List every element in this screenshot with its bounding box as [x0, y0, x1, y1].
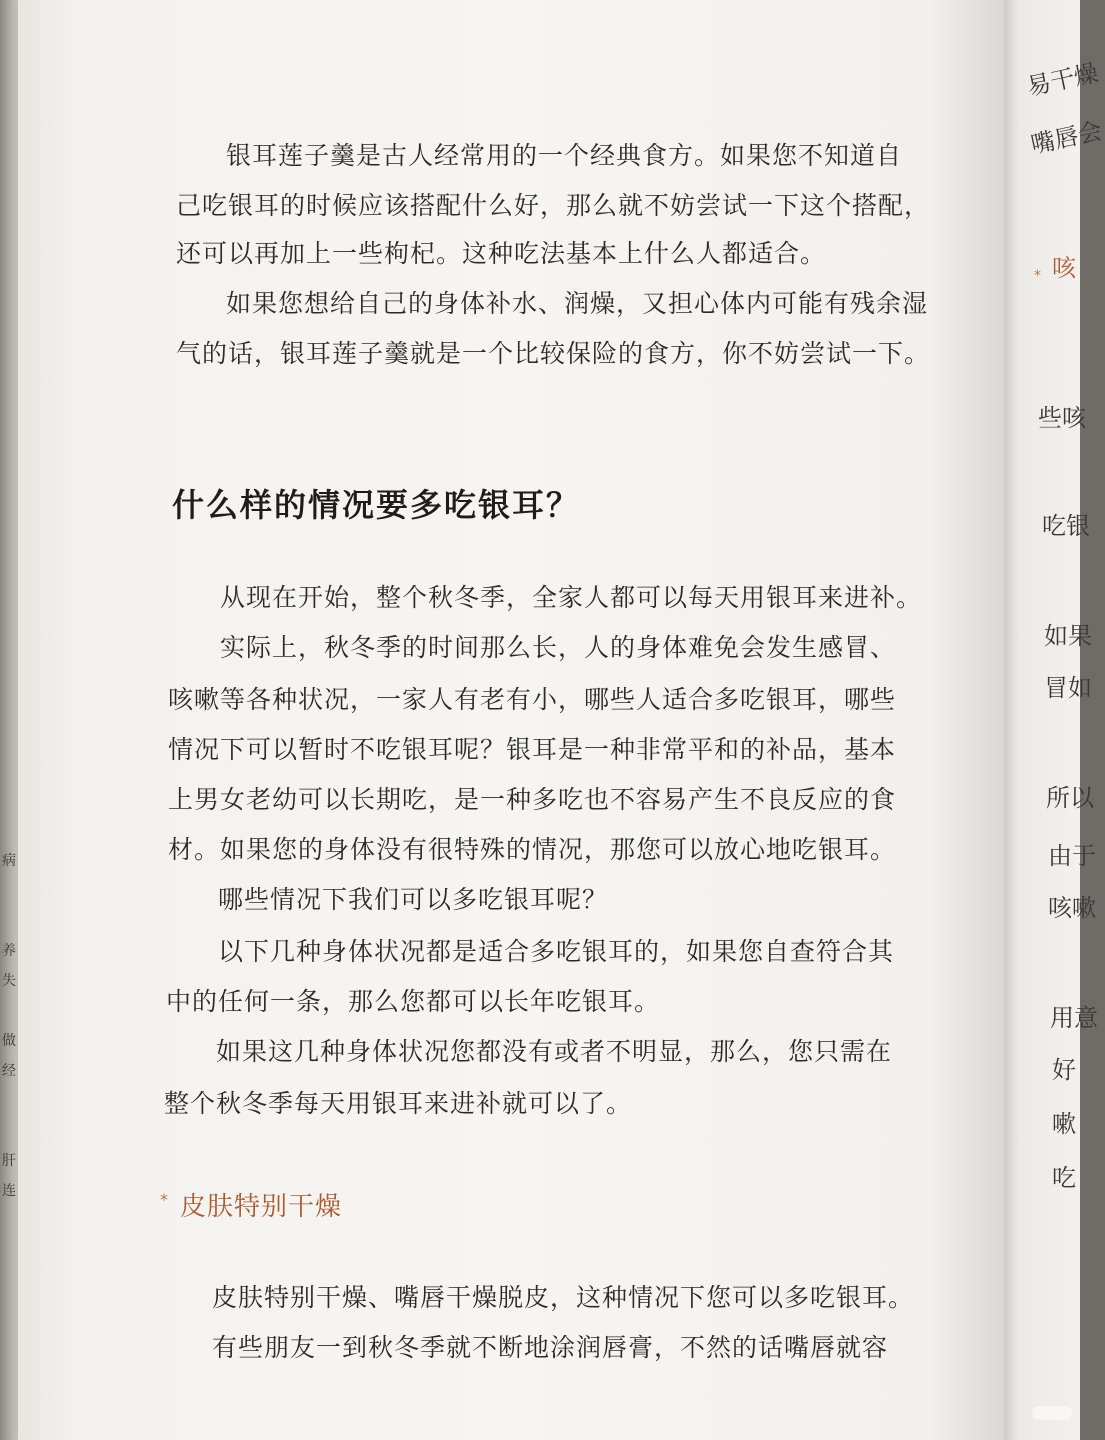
- next-page-fragment: 吃银: [1042, 512, 1090, 540]
- body-line: 情况下可以暂时不吃银耳呢？银耳是一种非常平和的补品，基本: [168, 735, 897, 764]
- body-line: 材。如果您的身体没有很特殊的情况，那您可以放心地吃银耳。: [168, 835, 897, 864]
- next-page-edge: [1004, 0, 1105, 1440]
- left-page-fragment: 做: [2, 1033, 16, 1049]
- next-page-fragment: 嘴唇会: [1028, 116, 1105, 160]
- watermark-badge: [1032, 1406, 1072, 1420]
- next-page-fragment: 咳嗽: [1048, 894, 1096, 922]
- next-page-fragment: 如果: [1044, 622, 1092, 650]
- body-line: 有些朋友一到秋冬季就不断地涂润唇膏，不然的话嘴唇就容: [212, 1333, 889, 1362]
- subheading-marker: *: [160, 1190, 168, 1209]
- body-line: 银耳莲子羹是古人经常用的一个经典食方。如果您不知道自: [226, 141, 903, 170]
- subheading-text: 皮肤特别干燥: [180, 1192, 343, 1222]
- left-page-fragment: 经: [2, 1063, 16, 1079]
- subheading: [160, 1186, 342, 1223]
- body-line: 哪些情况下我们可以多吃银耳呢？: [218, 885, 609, 914]
- next-page-fragment: 吃: [1052, 1164, 1076, 1192]
- body-line: 咳嗽等各种状况，一家人有老有小，哪些人适合多吃银耳，哪些: [168, 685, 897, 714]
- next-page-fragment: 些咳: [1038, 404, 1086, 432]
- next-page-fragment: 嗽: [1052, 1110, 1076, 1138]
- next-page-fragment: 咳: [1052, 254, 1076, 282]
- body-line: 从现在开始，整个秋冬季，全家人都可以每天用银耳来进补。: [220, 583, 923, 612]
- body-line: 气的话，银耳莲子羹就是一个比较保险的食方，你不妨尝试一下。: [176, 339, 931, 368]
- next-page-fragment: 用意: [1050, 1004, 1098, 1032]
- left-page-fragment: 养: [2, 943, 16, 959]
- next-page-fragment: 易干燥: [1024, 58, 1101, 102]
- body-line: 己吃银耳的时候应该搭配什么好，那么就不妨尝试一下这个搭配，: [176, 191, 931, 220]
- body-line: 皮肤特别干燥、嘴唇干燥脱皮，这种情况下您可以多吃银耳。: [212, 1283, 915, 1312]
- body-line: 实际上，秋冬季的时间那么长，人的身体难免会发生感冒、: [220, 633, 897, 662]
- body-line: 如果这几种身体状况您都没有或者不明显，那么，您只需在: [216, 1037, 893, 1066]
- section-heading: 什么样的情况要多吃银耳？: [172, 486, 581, 524]
- body-line: 还可以再加上一些枸杞。这种吃法基本上什么人都适合。: [176, 239, 827, 268]
- book-page: [18, 0, 1010, 1440]
- left-page-fragment: 连: [2, 1183, 16, 1199]
- body-line: 上男女老幼可以长期吃，是一种多吃也不容易产生不良反应的食: [168, 785, 897, 814]
- next-page-fragment: 由于: [1048, 842, 1096, 870]
- left-page-fragment: 病: [2, 853, 16, 869]
- left-page-fragment: 肝: [2, 1153, 16, 1169]
- next-page-fragment: 好: [1052, 1056, 1076, 1084]
- body-line: 中的任何一条，那么您都可以长年吃银耳。: [166, 987, 661, 1016]
- next-page-fragment: 所以: [1046, 784, 1094, 812]
- body-line: 整个秋冬季每天用银耳来进补就可以了。: [164, 1089, 633, 1118]
- body-line: 以下几种身体状况都是适合多吃银耳的，如果您自查符合其: [218, 937, 895, 966]
- left-page-fragment: 失: [2, 973, 16, 989]
- body-line: 如果您想给自己的身体补水、润燥，又担心体内可能有残余湿: [226, 289, 929, 318]
- next-page-fragment: 冒如: [1044, 674, 1092, 702]
- next-page-marker: *: [1034, 268, 1041, 284]
